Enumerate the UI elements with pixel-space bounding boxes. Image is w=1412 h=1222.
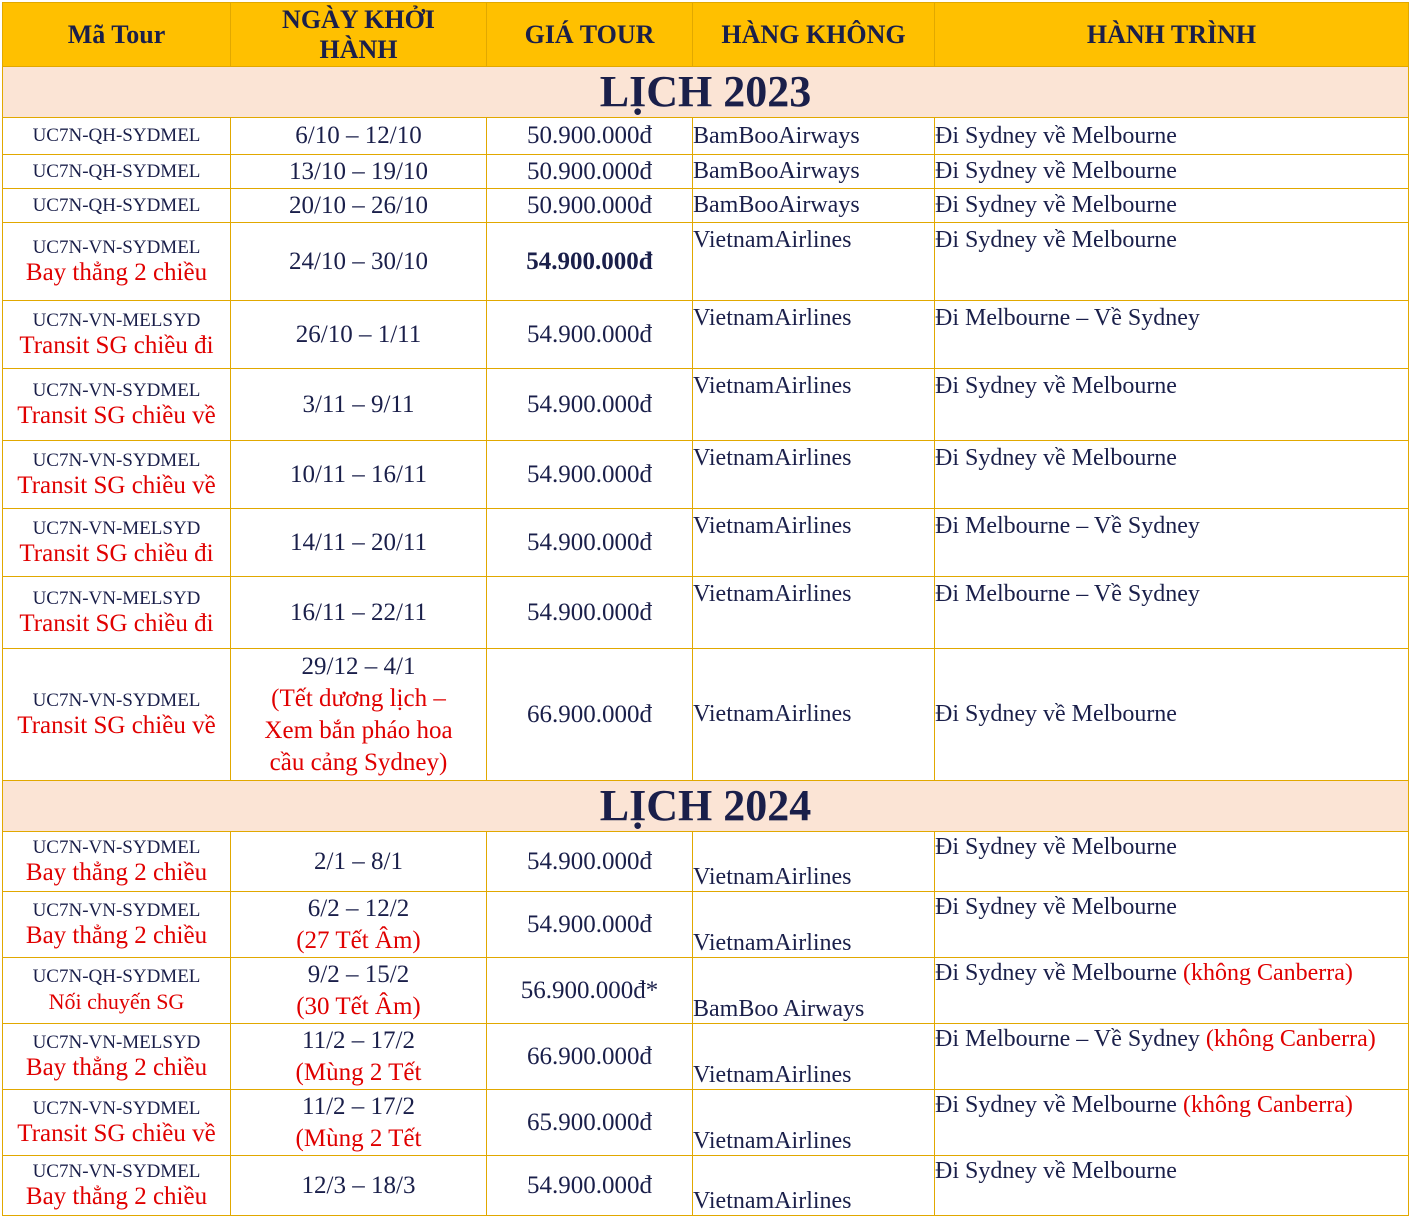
- departure-date: 6/2 – 12/2: [307, 894, 410, 922]
- date-note: (Mùng 2 Tết: [295, 1058, 422, 1086]
- date-note: (Tết dương lịch – Xem bắn pháo hoa cầu cảng Sydney): [264, 684, 453, 776]
- departure-date: 12/3 – 18/3: [231, 1156, 487, 1216]
- tour-code-cell: [3, 223, 231, 301]
- route: Đi Sydney về Melbourne: [935, 369, 1409, 441]
- tour-code: UC7N-VN-SYDMEL: [32, 899, 201, 921]
- flight-note: Bay thẳng 2 chiều: [25, 258, 208, 286]
- departure-date-cell: [231, 958, 487, 1024]
- airline: VietnamAirlines: [693, 1156, 935, 1216]
- route: Đi Sydney về Melbourne: [935, 832, 1409, 892]
- departure-date: 20/10 – 26/10: [231, 189, 487, 223]
- route: Đi Melbourne – Về Sydney: [935, 509, 1409, 577]
- tour-price: 54.900.000đ: [487, 441, 693, 509]
- departure-date: 16/11 – 22/11: [231, 577, 487, 649]
- departure-date-cell: [231, 649, 487, 781]
- route-note: (không Canberra): [1182, 960, 1353, 986]
- tour-code-cell: [3, 441, 231, 509]
- tour-code: UC7N-VN-MELSYD: [32, 517, 201, 539]
- table-row: [3, 118, 1409, 155]
- header-price: GIÁ TOUR: [487, 3, 693, 67]
- tour-price: 65.900.000đ: [487, 1090, 693, 1156]
- tour-price: 50.900.000đ: [487, 189, 693, 223]
- table-row: [3, 892, 1409, 958]
- table-row: [3, 958, 1409, 1024]
- route-cell: [935, 1024, 1409, 1090]
- route: Đi Melbourne – Về Sydney: [935, 301, 1409, 369]
- tour-code: UC7N-QH-SYDMEL: [32, 194, 201, 216]
- route-cell: [935, 1090, 1409, 1156]
- table-row: [3, 577, 1409, 649]
- tour-code: UC7N-VN-SYDMEL: [32, 449, 201, 471]
- airline: BamBooAirways: [693, 118, 935, 155]
- airline: VietnamAirlines: [693, 1024, 935, 1090]
- flight-note: Transit SG chiều đi: [19, 539, 214, 567]
- section-title: LỊCH 2023: [3, 67, 1409, 118]
- tour-schedule-table: [2, 2, 1409, 1216]
- tour-code: UC7N-VN-SYDMEL: [32, 236, 201, 258]
- departure-date: 13/10 – 19/10: [231, 155, 487, 189]
- route: Đi Sydney về Melbourne: [935, 155, 1409, 189]
- route: Đi Sydney về Melbourne: [935, 1092, 1177, 1118]
- route: Đi Melbourne – Về Sydney: [935, 577, 1409, 649]
- header-airline: HÀNG KHÔNG: [693, 3, 935, 67]
- section-row-2024: [3, 781, 1409, 832]
- airline: VietnamAirlines: [693, 223, 935, 301]
- tour-price: 54.900.000đ: [487, 301, 693, 369]
- header-row: [3, 3, 1409, 67]
- tour-code: UC7N-QH-SYDMEL: [32, 965, 201, 987]
- table-row: [3, 369, 1409, 441]
- departure-date: 10/11 – 16/11: [231, 441, 487, 509]
- table-row: [3, 189, 1409, 223]
- airline: BamBoo Airways: [693, 958, 935, 1024]
- header-date: NGÀY KHỞI HÀNH: [231, 3, 487, 67]
- route: Đi Sydney về Melbourne: [935, 223, 1409, 301]
- table-row: [3, 155, 1409, 189]
- tour-code-cell: [3, 892, 231, 958]
- route: Đi Sydney về Melbourne: [935, 649, 1409, 781]
- airline: BamBooAirways: [693, 155, 935, 189]
- airline: VietnamAirlines: [693, 577, 935, 649]
- tour-price: 54.900.000đ: [487, 223, 693, 301]
- tour-code: UC7N-VN-SYDMEL: [32, 1097, 201, 1119]
- departure-date: 24/10 – 30/10: [231, 223, 487, 301]
- section-row-2023: [3, 67, 1409, 118]
- tour-code-cell: [3, 118, 231, 155]
- departure-date-cell: [231, 892, 487, 958]
- tour-price: 50.900.000đ: [487, 155, 693, 189]
- table-row: [3, 1090, 1409, 1156]
- flight-note: Transit SG chiều về: [17, 471, 216, 499]
- flight-note: Transit SG chiều về: [17, 401, 216, 429]
- date-note: (30 Tết Âm): [296, 992, 421, 1020]
- table-row: [3, 649, 1409, 781]
- tour-code-cell: [3, 509, 231, 577]
- route: Đi Sydney về Melbourne: [935, 960, 1177, 986]
- flight-note: Bay thẳng 2 chiều: [25, 921, 208, 949]
- table-row: [3, 1024, 1409, 1090]
- table-row: [3, 832, 1409, 892]
- flight-note: Nối chuyến SG: [48, 988, 185, 1014]
- table-row: [3, 509, 1409, 577]
- tour-code: UC7N-VN-MELSYD: [32, 587, 201, 609]
- tour-price: 54.900.000đ: [487, 832, 693, 892]
- route: Đi Sydney về Melbourne: [935, 892, 1409, 958]
- tour-code: UC7N-VN-SYDMEL: [32, 1160, 201, 1182]
- airline: VietnamAirlines: [693, 301, 935, 369]
- departure-date: 11/2 – 17/2: [302, 1092, 415, 1120]
- table-row: [3, 223, 1409, 301]
- departure-date: 3/11 – 9/11: [231, 369, 487, 441]
- tour-price: 54.900.000đ: [487, 369, 693, 441]
- route: Đi Sydney về Melbourne: [935, 189, 1409, 223]
- table-row: [3, 301, 1409, 369]
- tour-code-cell: [3, 155, 231, 189]
- tour-code: UC7N-QH-SYDMEL: [32, 160, 201, 182]
- tour-code-cell: [3, 832, 231, 892]
- tour-price: 54.900.000đ: [487, 509, 693, 577]
- departure-date: 14/11 – 20/11: [231, 509, 487, 577]
- airline: VietnamAirlines: [693, 1090, 935, 1156]
- route: Đi Sydney về Melbourne: [935, 1156, 1409, 1216]
- tour-price: 54.900.000đ: [487, 577, 693, 649]
- flight-note: Transit SG chiều đi: [19, 609, 214, 637]
- flight-note: Bay thẳng 2 chiều: [25, 1053, 208, 1081]
- tour-code: UC7N-QH-SYDMEL: [32, 125, 201, 146]
- tour-code-cell: [3, 1156, 231, 1216]
- flight-note: Transit SG chiều đi: [19, 331, 214, 359]
- date-note: (Mùng 2 Tết: [295, 1124, 422, 1152]
- airline: VietnamAirlines: [693, 441, 935, 509]
- tour-code: UC7N-VN-SYDMEL: [32, 689, 201, 711]
- tour-price: 56.900.000đ*: [487, 958, 693, 1024]
- section-title: LỊCH 2024: [3, 781, 1409, 832]
- airline: VietnamAirlines: [693, 369, 935, 441]
- tour-price: 66.900.000đ: [487, 1024, 693, 1090]
- departure-date: 9/2 – 15/2: [307, 960, 410, 988]
- departure-date-cell: [231, 1024, 487, 1090]
- tour-code-cell: [3, 958, 231, 1024]
- airline: VietnamAirlines: [693, 832, 935, 892]
- flight-note: Transit SG chiều về: [17, 1119, 216, 1147]
- route: Đi Melbourne – Về Sydney: [935, 1026, 1200, 1052]
- route-note: (không Canberra): [1182, 1092, 1353, 1118]
- flight-note: Bay thẳng 2 chiều: [25, 1182, 208, 1210]
- departure-date: 6/10 – 12/10: [231, 118, 487, 155]
- tour-code: UC7N-VN-MELSYD: [32, 1031, 201, 1053]
- tour-code: UC7N-VN-SYDMEL: [32, 836, 201, 858]
- tour-code-cell: [3, 649, 231, 781]
- tour-price: 50.900.000đ: [487, 118, 693, 155]
- departure-date: 2/1 – 8/1: [231, 832, 487, 892]
- tour-code-cell: [3, 577, 231, 649]
- flight-note: Transit SG chiều về: [17, 711, 216, 739]
- tour-code-cell: [3, 1024, 231, 1090]
- date-note: (27 Tết Âm): [296, 926, 421, 954]
- airline: VietnamAirlines: [693, 649, 935, 781]
- header-code: Mã Tour: [3, 3, 231, 67]
- tour-code-cell: [3, 301, 231, 369]
- departure-date-cell: [231, 1090, 487, 1156]
- airline: VietnamAirlines: [693, 509, 935, 577]
- route: Đi Sydney về Melbourne: [935, 118, 1409, 155]
- departure-date: 11/2 – 17/2: [302, 1026, 415, 1054]
- tour-code: UC7N-VN-SYDMEL: [32, 379, 201, 401]
- tour-code: UC7N-VN-MELSYD: [32, 309, 201, 331]
- airline: BamBooAirways: [693, 189, 935, 223]
- tour-code-cell: [3, 189, 231, 223]
- table-row: [3, 1156, 1409, 1216]
- route-note: (không Canberra): [1205, 1026, 1376, 1052]
- tour-code-cell: [3, 1090, 231, 1156]
- tour-price: 54.900.000đ: [487, 892, 693, 958]
- tour-code-cell: [3, 369, 231, 441]
- airline: VietnamAirlines: [693, 892, 935, 958]
- header-route: HÀNH TRÌNH: [935, 3, 1409, 67]
- route: Đi Sydney về Melbourne: [935, 441, 1409, 509]
- departure-date: 29/12 – 4/1: [301, 652, 416, 680]
- table-row: [3, 441, 1409, 509]
- route-cell: [935, 958, 1409, 1024]
- flight-note: Bay thẳng 2 chiều: [25, 858, 208, 886]
- departure-date: 26/10 – 1/11: [231, 301, 487, 369]
- tour-price: 54.900.000đ: [487, 1156, 693, 1216]
- tour-price: 66.900.000đ: [487, 649, 693, 781]
